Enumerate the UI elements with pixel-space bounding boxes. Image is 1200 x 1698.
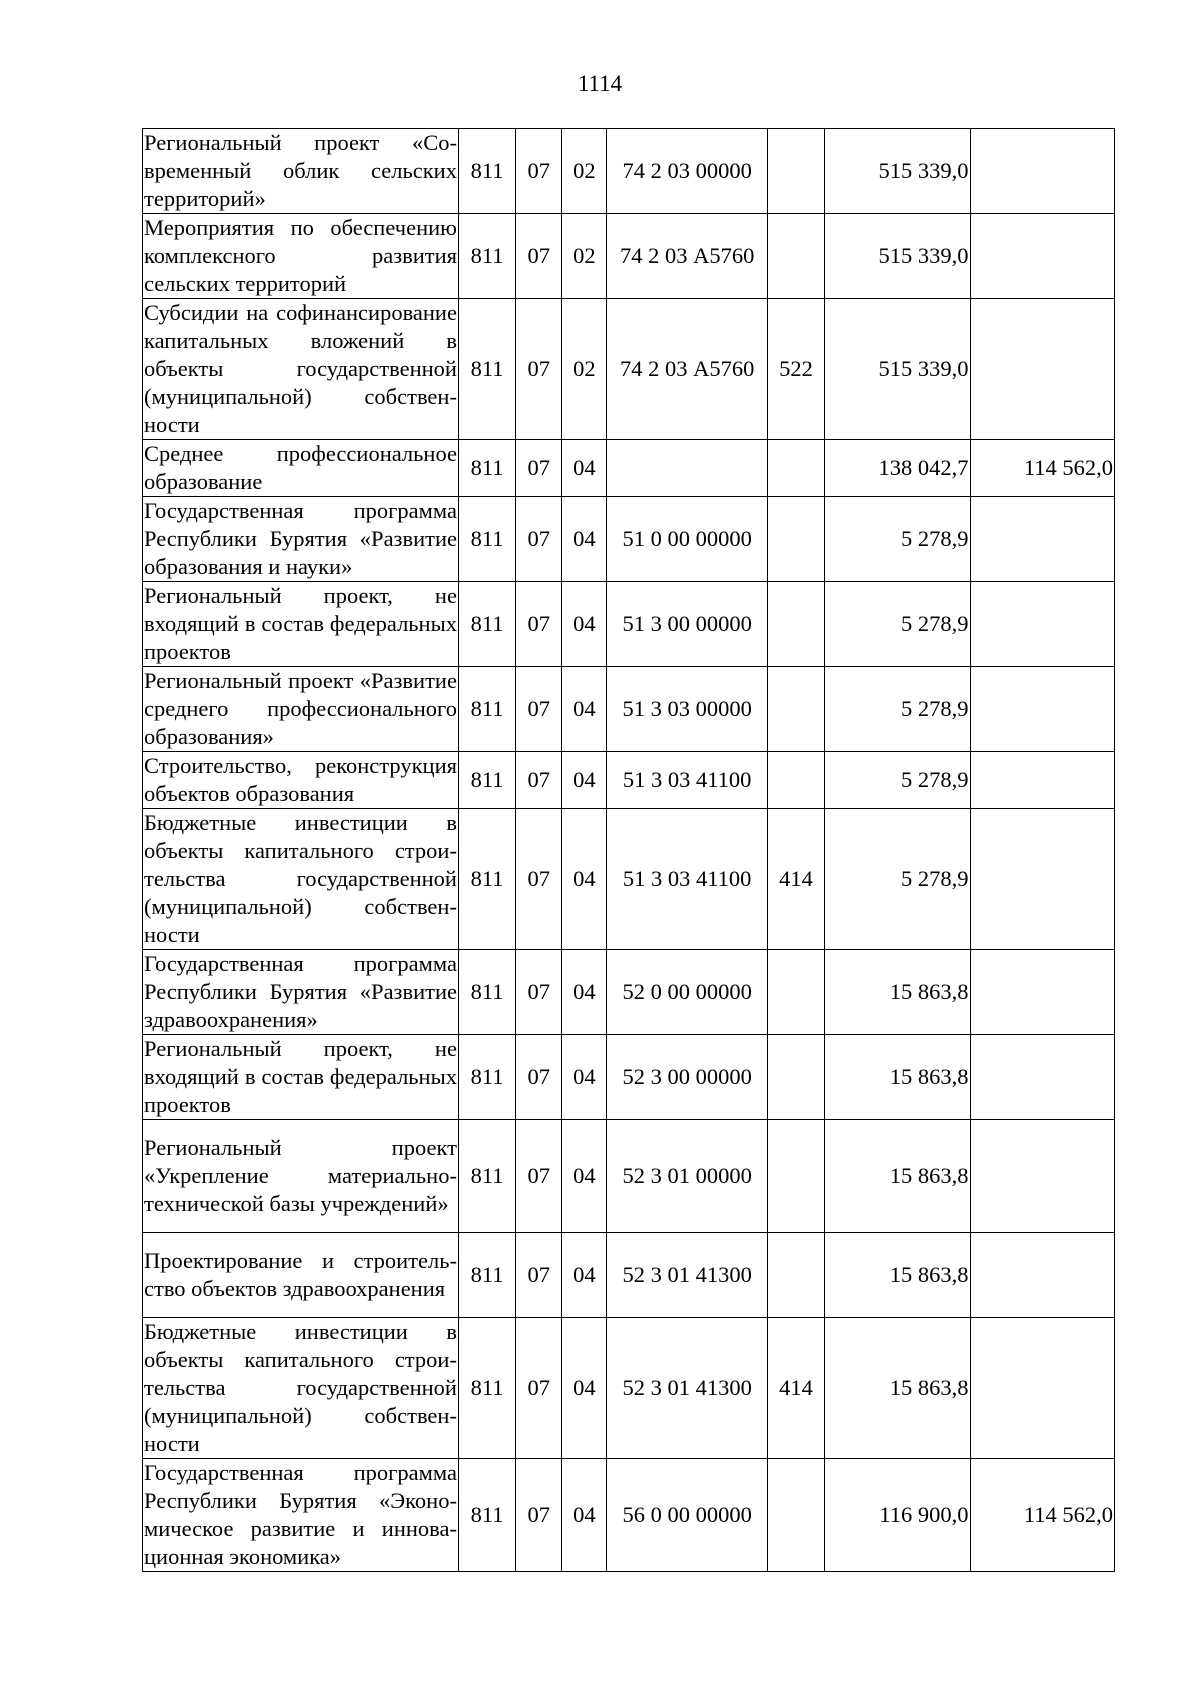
amount-federal: [970, 809, 1115, 950]
section-code: 07: [516, 1035, 562, 1120]
section-code: 07: [516, 1233, 562, 1318]
amount-total: 15 863,8: [825, 1318, 970, 1459]
amount-federal: [970, 1318, 1115, 1459]
ministry-code: 811: [458, 1233, 515, 1318]
section-code: 07: [516, 214, 562, 299]
expense-type-code: [767, 497, 824, 582]
table-row: [143, 809, 1115, 950]
ministry-code: 811: [458, 1120, 515, 1233]
table-row: [143, 1233, 1115, 1318]
subsection-code: 04: [562, 1318, 607, 1459]
amount-federal: [970, 299, 1115, 440]
ministry-code: 811: [458, 667, 515, 752]
page-number: 1114: [577, 71, 623, 96]
subsection-code: 02: [562, 129, 607, 214]
target-article-code: 52 3 00 00000: [607, 1035, 767, 1120]
section-code: 07: [516, 809, 562, 950]
subsection-code: 04: [562, 1459, 607, 1572]
ministry-code: 811: [458, 440, 515, 497]
section-code: 07: [516, 1318, 562, 1459]
subsection-code: 04: [562, 582, 607, 667]
target-article-code: 52 3 01 41300: [607, 1233, 767, 1318]
ministry-code: 811: [458, 299, 515, 440]
expense-type-code: [767, 582, 824, 667]
amount-total: 515 339,0: [825, 129, 970, 214]
section-code: 07: [516, 950, 562, 1035]
target-article-code: 52 0 00 00000: [607, 950, 767, 1035]
target-article-code: 74 2 03 00000: [607, 129, 767, 214]
amount-total: 15 863,8: [825, 1035, 970, 1120]
amount-total: 515 339,0: [825, 299, 970, 440]
amount-federal: [970, 752, 1115, 809]
target-article-code: 74 2 03 А5760: [607, 214, 767, 299]
table-row: [143, 950, 1115, 1035]
amount-federal: [970, 1035, 1115, 1120]
section-code: 07: [516, 129, 562, 214]
table-row: [143, 1035, 1115, 1120]
section-code: 07: [516, 497, 562, 582]
expense-type-code: 414: [767, 809, 824, 950]
table-row: [143, 1120, 1115, 1233]
subsection-code: 02: [562, 214, 607, 299]
subsection-code: 02: [562, 299, 607, 440]
amount-total: 5 278,9: [825, 497, 970, 582]
amount-federal: 114 562,0: [970, 1459, 1115, 1572]
item-name: Региональный проект, не входящий в состав федеральных проектов: [143, 582, 459, 667]
amount-federal: [970, 214, 1115, 299]
amount-total: 15 863,8: [825, 1233, 970, 1318]
subsection-code: 04: [562, 752, 607, 809]
section-code: 07: [516, 299, 562, 440]
expense-type-code: [767, 1120, 824, 1233]
amount-total: 116 900,0: [825, 1459, 970, 1572]
subsection-code: 04: [562, 1233, 607, 1318]
target-article-code: 52 3 01 00000: [607, 1120, 767, 1233]
target-article-code: 56 0 00 00000: [607, 1459, 767, 1572]
subsection-code: 04: [562, 809, 607, 950]
section-code: 07: [516, 752, 562, 809]
budget-table-body: [143, 129, 1115, 1572]
ministry-code: 811: [458, 129, 515, 214]
amount-total: 15 863,8: [825, 950, 970, 1035]
ministry-code: 811: [458, 752, 515, 809]
expense-type-code: [767, 129, 824, 214]
item-name: Мероприятия по обеспечению комплексного развития сельских территорий: [143, 214, 459, 299]
expense-type-code: [767, 752, 824, 809]
subsection-code: 04: [562, 1120, 607, 1233]
amount-federal: [970, 1120, 1115, 1233]
table-row: [143, 440, 1115, 497]
subsection-code: 04: [562, 667, 607, 752]
expense-type-code: [767, 214, 824, 299]
amount-total: 5 278,9: [825, 582, 970, 667]
ministry-code: 811: [458, 1035, 515, 1120]
expense-type-code: [767, 1035, 824, 1120]
amount-federal: [970, 129, 1115, 214]
expense-type-code: [767, 440, 824, 497]
amount-federal: [970, 1233, 1115, 1318]
expense-type-code: [767, 1459, 824, 1572]
table-row: [143, 497, 1115, 582]
budget-table: [142, 128, 1115, 1572]
table-row: [143, 1318, 1115, 1459]
expense-type-code: 522: [767, 299, 824, 440]
target-article-code: 74 2 03 А5760: [607, 299, 767, 440]
item-name: Бюджетные инвестиции в объекты капитального строительства государственной (муниципальной) собственности: [143, 809, 459, 950]
table-row: [143, 214, 1115, 299]
ministry-code: 811: [458, 497, 515, 582]
expense-type-code: [767, 1233, 824, 1318]
target-article-code: 52 3 01 41300: [607, 1318, 767, 1459]
target-article-code: 51 3 03 41100: [607, 809, 767, 950]
table-row: [143, 1459, 1115, 1572]
amount-total: 515 339,0: [825, 214, 970, 299]
item-name: Региональный проект «Укрепление материально-технической базы учреждений»: [143, 1120, 459, 1233]
target-article-code: 51 0 00 00000: [607, 497, 767, 582]
item-name: Государственная программа Республики Бурятия «Развитие образования и науки»: [143, 497, 459, 582]
ministry-code: 811: [458, 809, 515, 950]
amount-total: 15 863,8: [825, 1120, 970, 1233]
target-article-code: 51 3 03 41100: [607, 752, 767, 809]
item-name: Субсидии на софинансирование капитальных вложений в объекты государственной (муниципальной) собственности: [143, 299, 459, 440]
item-name: Проектирование и строительство объектов здравоохранения: [143, 1233, 459, 1318]
subsection-code: 04: [562, 1035, 607, 1120]
expense-type-code: 414: [767, 1318, 824, 1459]
table-row: [143, 299, 1115, 440]
amount-federal: [970, 582, 1115, 667]
item-name: Строительство, реконструкция объектов образования: [143, 752, 459, 809]
section-code: 07: [516, 440, 562, 497]
target-article-code: 51 3 00 00000: [607, 582, 767, 667]
table-row: [143, 752, 1115, 809]
target-article-code: 51 3 03 00000: [607, 667, 767, 752]
amount-federal: [970, 497, 1115, 582]
ministry-code: 811: [458, 950, 515, 1035]
item-name: Бюджетные инвестиции в объекты капитального строительства государственной (муниципальной) собственности: [143, 1318, 459, 1459]
item-name: Региональный проект «Современный облик сельских территорий»: [143, 129, 459, 214]
ministry-code: 811: [458, 582, 515, 667]
item-name: Региональный проект, не входящий в состав федеральных проектов: [143, 1035, 459, 1120]
ministry-code: 811: [458, 1318, 515, 1459]
item-name: Региональный проект «Развитие среднего профессионального образования»: [143, 667, 459, 752]
subsection-code: 04: [562, 950, 607, 1035]
section-code: 07: [516, 582, 562, 667]
amount-total: 5 278,9: [825, 752, 970, 809]
subsection-code: 04: [562, 497, 607, 582]
expense-type-code: [767, 950, 824, 1035]
target-article-code: [607, 440, 767, 497]
expense-type-code: [767, 667, 824, 752]
section-code: 07: [516, 1459, 562, 1572]
table-row: [143, 582, 1115, 667]
table-row: [143, 667, 1115, 752]
amount-federal: [970, 950, 1115, 1035]
section-code: 07: [516, 1120, 562, 1233]
item-name: Среднее профессиональное образование: [143, 440, 459, 497]
amount-federal: 114 562,0: [970, 440, 1115, 497]
ministry-code: 811: [458, 1459, 515, 1572]
table-row: [143, 129, 1115, 214]
amount-federal: [970, 667, 1115, 752]
section-code: 07: [516, 667, 562, 752]
amount-total: 138 042,7: [825, 440, 970, 497]
item-name: Государственная программа Республики Бурятия «Экономическое развитие и инновационная экономика»: [143, 1459, 459, 1572]
amount-total: 5 278,9: [825, 667, 970, 752]
item-name: Государственная программа Республики Бурятия «Развитие здравоохранения»: [143, 950, 459, 1035]
subsection-code: 04: [562, 440, 607, 497]
amount-total: 5 278,9: [825, 809, 970, 950]
ministry-code: 811: [458, 214, 515, 299]
